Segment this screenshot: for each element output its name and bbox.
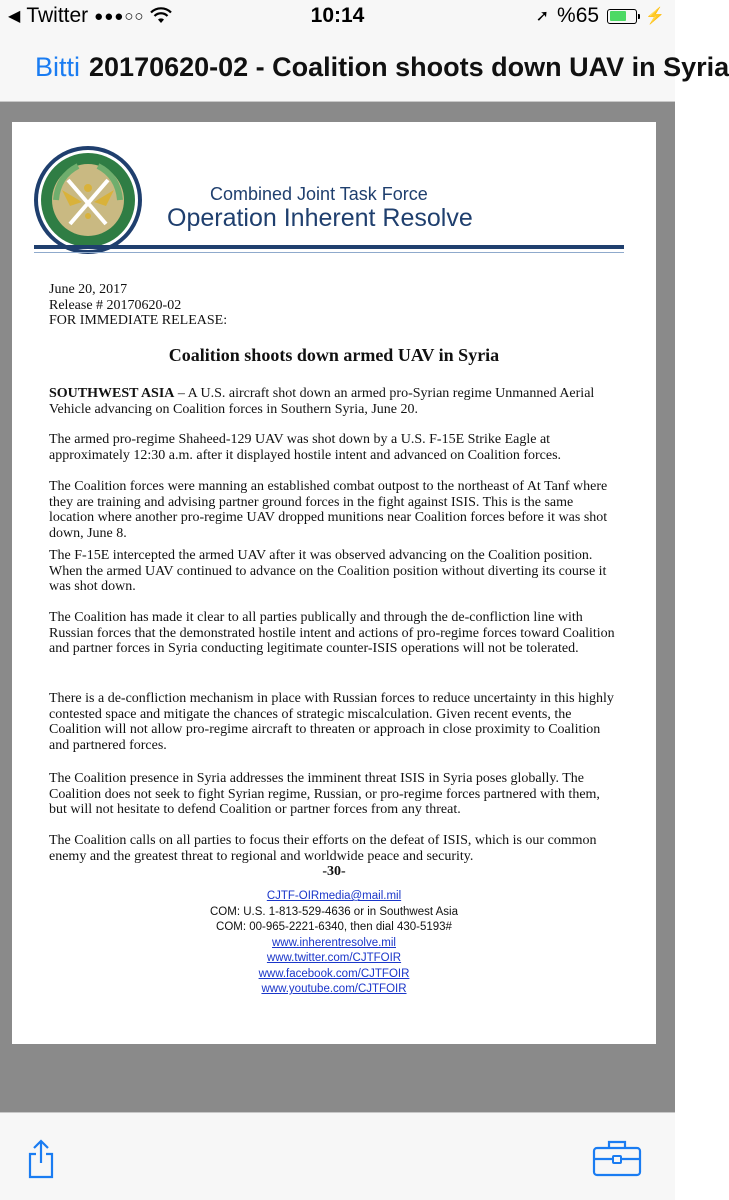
toolbox-icon[interactable]	[592, 1139, 642, 1177]
signal-strength: ●●●○○	[94, 7, 145, 25]
bottom-toolbar	[0, 1112, 675, 1200]
location-arrow-icon: ➚	[535, 8, 550, 25]
operation-name: Operation Inherent Resolve	[167, 204, 473, 232]
email-link[interactable]: CJTF-OIRmedia@mail.mil	[266, 890, 402, 902]
headline: Coalition shoots down armed UAV in Syria	[168, 345, 500, 365]
release-date: June 20, 2017	[49, 282, 128, 297]
share-icon[interactable]	[28, 1139, 54, 1179]
org-name: Combined Joint Task Force	[210, 184, 428, 204]
document-viewer[interactable]	[0, 102, 675, 1112]
website-link[interactable]: www.inherentresolve.mil	[272, 936, 396, 949]
phone-swa: COM: 00-965-2221-6340, then dial 430-5193#	[216, 921, 452, 933]
charging-icon: ⚡	[645, 8, 665, 25]
youtube-link[interactable]: www.youtube.com/CJTFOIR	[261, 983, 407, 995]
cjtf-oir-seal-icon	[32, 144, 144, 256]
status-bar	[0, 0, 675, 34]
contact-block	[12, 889, 656, 998]
page-title: 20170620-02 - Coalition shoots down UAV in Syria	[89, 52, 729, 82]
paragraph-6: There is a de-confliction mechanism in place with Russian forces to reduce uncertainty in this highly contested space and mitigate the chances of strategic miscalculation. Given recent events, the Coalition will not allow pro-regime aircraft to threaten or approach in close proximity to Coalition and partnered forces.	[49, 691, 614, 753]
paragraph-2: The armed pro-regime Shaheed-129 UAV was shot down by a U.S. F-15E Strike Eagle at approximately 12:30 a.m. after it displayed hostile intent and advanced on Coalition forces.	[49, 432, 562, 463]
release-status: FOR IMMEDIATE RELEASE:	[49, 313, 228, 328]
letterhead-rule	[34, 245, 624, 249]
battery-level	[610, 11, 626, 21]
back-to-app-label[interactable]: Twitter	[26, 4, 89, 27]
phone-us: COM: U.S. 1-813-529-4636 or in Southwest Asia	[209, 905, 458, 918]
paragraph-3: The Coalition forces were manning an established combat outpost to the northeast of At Tanf where they are training and advising partner ground forces in the fight against ISIS. This is the same location where another pro-regime UAV dropped munitions near Coalition forces before it was shot down, June 8.	[49, 479, 608, 541]
done-button[interactable]: Bitti	[35, 52, 81, 82]
back-to-app-icon[interactable]: ◀	[8, 8, 21, 25]
navigation-bar	[0, 34, 729, 102]
end-mark: -30-	[322, 864, 346, 879]
paragraph-5: The Coalition has made it clear to all parties publically and through the de-confliction line with Russian forces that the demonstrated hostile intent and actions of pro-regime forces toward Coalition and partner forces in Syria conducting legitimate counter-ISIS operations will not be tolerated.	[49, 610, 615, 656]
document-page	[12, 122, 656, 1044]
dateline: SOUTHWEST ASIA	[49, 386, 175, 401]
clock: 10:14	[310, 4, 365, 27]
release-number: Release # 20170620-02	[49, 297, 182, 313]
status-right	[536, 4, 665, 28]
paragraph-7: The Coalition presence in Syria addresses the imminent threat ISIS in Syria poses globally. The Coalition does not seek to fight Syrian regime, Russian, or pro-regime forces partnered with them, but will not hesitate to defend Coalition or partner forces from any threat.	[49, 771, 600, 817]
facebook-link[interactable]: www.facebook.com/CJTFOIR	[258, 967, 410, 980]
letterhead-rule-thin	[34, 252, 624, 253]
paragraph-8: The Coalition calls on all parties to focus their efforts on the defeat of ISIS, which is our common enemy and the greatest threat to regional and worldwide peace and security.	[49, 833, 597, 864]
paragraph-1-text: – A U.S. aircraft shot down an armed pro-Syrian regime Unmanned Aerial Vehicle advancing on Coalition forces in Southern Syria, June 20.	[49, 386, 595, 417]
battery-percent: %65	[557, 4, 600, 27]
paragraph-4: The F-15E intercepted the armed UAV after it was observed advancing on the Coalition position. When the armed UAV continued to advance on the Coalition position without diverting its course it was shot down.	[49, 548, 607, 594]
paragraph-1	[49, 386, 619, 417]
release-meta	[49, 282, 227, 329]
twitter-link[interactable]: www.twitter.com/CJTFOIR	[266, 952, 402, 964]
battery-icon	[607, 9, 637, 24]
